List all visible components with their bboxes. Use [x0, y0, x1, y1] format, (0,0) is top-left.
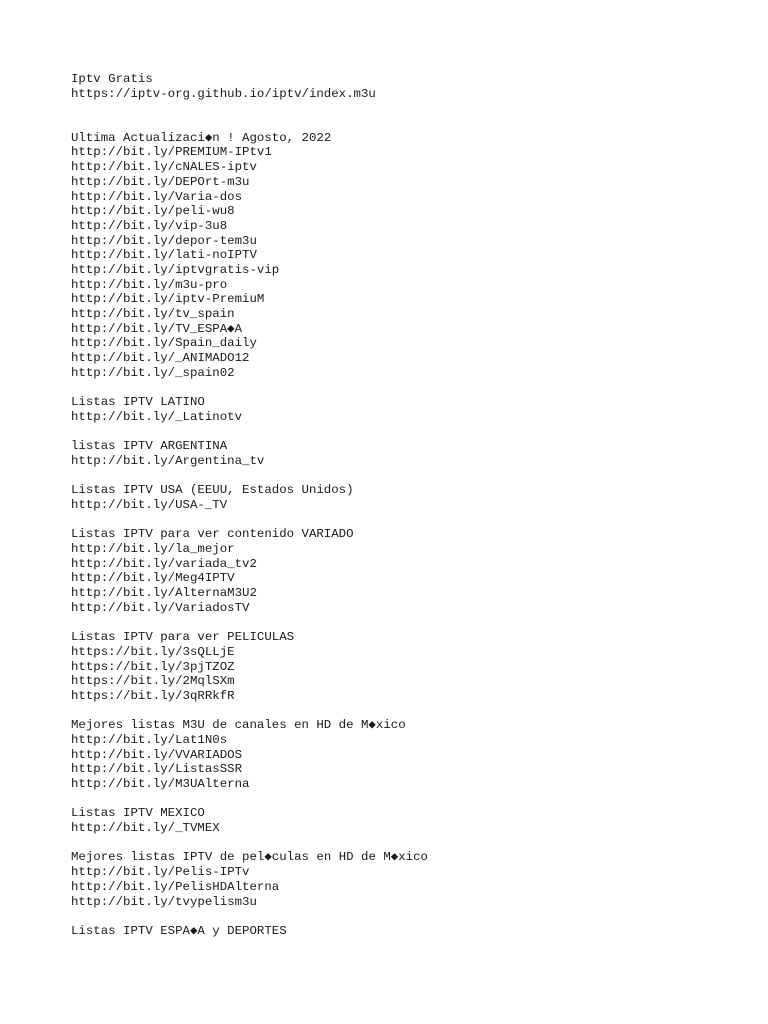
- blank-line: [71, 101, 751, 116]
- playlist-url: http://bit.ly/Lat1N0s: [71, 732, 228, 747]
- playlist-url: http://bit.ly/_TVMEX: [71, 821, 220, 836]
- playlist-url: http://bit.ly/_Latinotv: [71, 409, 243, 424]
- blank-line: [71, 792, 751, 807]
- playlist-url: https://bit.ly/3sQLLjE: [71, 644, 235, 659]
- text-line: listas IPTV ARGENTINA: [71, 439, 228, 454]
- playlist-url: http://bit.ly/Meg4IPTV: [71, 571, 235, 586]
- playlist-url: http://bit.ly/Varia-dos: [71, 189, 243, 204]
- text-line: Mejores listas M3U de canales en HD de M◆xico: [71, 718, 406, 733]
- playlist-url: http://bit.ly/VariadosTV: [71, 600, 250, 615]
- blank-line: [71, 615, 751, 630]
- text-line: Listas IPTV USA (EEUU, Estados Unidos): [71, 483, 354, 498]
- playlist-url: http://bit.ly/cNALES-iptv: [71, 160, 257, 175]
- playlist-url: http://bit.ly/_spain02: [71, 365, 235, 380]
- playlist-url: https://iptv-org.github.io/iptv/index.m3u: [71, 86, 376, 101]
- playlist-url: http://bit.ly/iptvgratis-vip: [71, 262, 280, 277]
- text-line: Iptv Gratis: [71, 72, 153, 86]
- text-line: Mejores listas IPTV de pel◆culas en HD de M◆xico: [71, 850, 428, 865]
- playlist-url: https://bit.ly/3qRRkfR: [71, 688, 235, 703]
- text-line: Ultima Actualizaci◆n ! Agosto, 2022: [71, 130, 332, 145]
- blank-line: [71, 704, 751, 719]
- playlist-url: http://bit.ly/PREMIUM-IPtv1: [71, 145, 272, 160]
- blank-line: [71, 513, 751, 528]
- playlist-url: http://bit.ly/vip-3u8: [71, 218, 228, 233]
- playlist-url: http://bit.ly/iptv-PremiuM: [71, 292, 265, 307]
- text-line: Listas IPTV MEXICO: [71, 806, 205, 821]
- playlist-url: http://bit.ly/tvypelism3u: [71, 894, 257, 909]
- playlist-url: http://bit.ly/USA-_TV: [71, 497, 228, 512]
- playlist-url: http://bit.ly/variada_tv2: [71, 556, 257, 571]
- text-line: Listas IPTV para ver contenido VARIADO: [71, 527, 354, 542]
- document-body: [71, 72, 751, 939]
- playlist-url: https://bit.ly/3pjTZOZ: [71, 659, 235, 674]
- playlist-url: http://bit.ly/Spain_daily: [71, 336, 257, 351]
- playlist-url: http://bit.ly/depor-tem3u: [71, 233, 257, 248]
- playlist-url: https://bit.ly/2MqlSXm: [71, 674, 235, 689]
- playlist-url: http://bit.ly/Argentina_tv: [71, 453, 265, 468]
- playlist-url: http://bit.ly/m3u-pro: [71, 277, 228, 292]
- playlist-url: http://bit.ly/tv_spain: [71, 307, 235, 321]
- playlist-url: http://bit.ly/Pelis-IPTv: [71, 865, 250, 880]
- playlist-url: http://bit.ly/M3UAlterna: [71, 777, 250, 791]
- playlist-url: http://bit.ly/ListasSSR: [71, 762, 243, 777]
- playlist-url: http://bit.ly/_ANIMADO12: [71, 351, 250, 366]
- playlist-url: http://bit.ly/peli-wu8: [71, 204, 235, 219]
- playlist-url: http://bit.ly/la_mejor: [71, 542, 235, 556]
- playlist-url: http://bit.ly/lati-noIPTV: [71, 248, 257, 263]
- blank-line: [71, 836, 751, 851]
- playlist-url: http://bit.ly/PelisHDAlterna: [71, 879, 280, 894]
- blank-line: [71, 116, 751, 131]
- playlist-url: http://bit.ly/DEPOrt-m3u: [71, 174, 250, 189]
- text-line: Listas IPTV para ver PELICULAS: [71, 630, 295, 645]
- playlist-url: http://bit.ly/AlternaM3U2: [71, 586, 257, 601]
- playlist-url: http://bit.ly/VVARIADOS: [71, 747, 243, 762]
- blank-line: [71, 469, 751, 484]
- text-line: Listas IPTV LATINO: [71, 395, 205, 410]
- text-line: Listas IPTV ESPA◆A y DEPORTES: [71, 923, 287, 938]
- blank-line: [71, 425, 751, 440]
- blank-line: [71, 909, 751, 924]
- playlist-url: http://bit.ly/TV_ESPA◆A: [71, 321, 243, 336]
- blank-line: [71, 380, 751, 395]
